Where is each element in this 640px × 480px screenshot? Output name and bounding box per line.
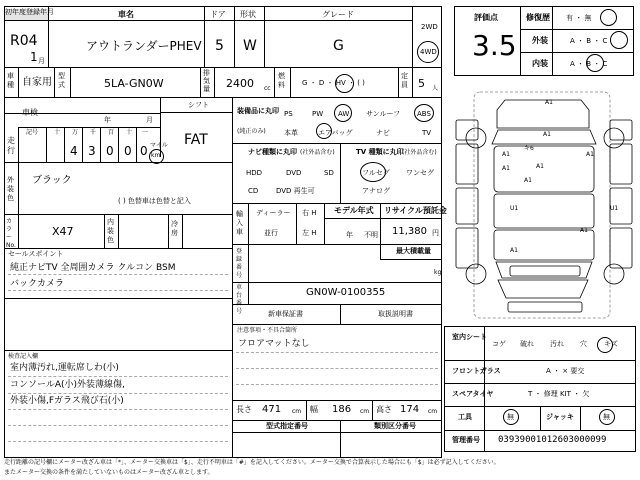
repair-label: 修復歴 <box>526 13 550 22</box>
color-no-label: カラーNo. <box>6 218 16 249</box>
col-divider <box>380 244 381 259</box>
notes-value: フロアマットなし <box>238 339 310 349</box>
row-divider <box>4 20 412 21</box>
reg-year-label: 初年度登録年月 <box>5 9 48 20</box>
row-divider <box>232 432 442 433</box>
row-divider <box>232 244 442 245</box>
equip-ps: PS <box>284 110 293 118</box>
inspector-label: 検査記入欄 <box>8 353 39 360</box>
row-divider <box>232 203 442 204</box>
width-unit: cm <box>360 408 370 415</box>
damage-mark: A1 <box>580 227 588 234</box>
vin-label: 車台番号 <box>236 284 243 315</box>
tv-analog: アナログ <box>362 187 390 195</box>
recycle-label: リサイクル預託金 <box>384 206 447 215</box>
drive-4wd: 4WD <box>420 48 437 56</box>
col-divider <box>552 6 553 76</box>
damage-mark: U1 <box>510 205 519 212</box>
mileage-digit-label: 一 <box>142 129 149 136</box>
fuel-label: 燃料 <box>278 72 285 89</box>
col-divider <box>118 127 119 162</box>
row-divider <box>4 298 232 299</box>
exterior-c-circle <box>610 31 628 49</box>
mile-unit: マイル <box>150 142 168 149</box>
category-value: 自家用 <box>22 77 52 88</box>
sales-points-line2: バックカメラ <box>10 279 65 289</box>
inspection-label: 車検 <box>22 108 38 117</box>
col-divider <box>168 214 169 248</box>
right-h-label: 右 H <box>302 209 317 217</box>
equip-aw: AW <box>338 110 350 118</box>
damage-mark: A1 <box>545 99 553 106</box>
fuel-options: G ・ D ・ HV ・ ( ) <box>302 79 365 87</box>
nav-sd: SD <box>324 169 334 177</box>
manual-label: 取扱説明書 <box>378 310 413 318</box>
col-divider <box>18 67 19 97</box>
mileage-digit: 0 <box>124 144 132 158</box>
col-divider <box>520 6 521 76</box>
col-divider <box>412 67 413 97</box>
col-divider <box>18 214 19 248</box>
col-divider <box>82 127 83 162</box>
row-divider <box>444 360 636 361</box>
row-divider <box>520 29 634 30</box>
col-divider <box>274 67 275 97</box>
jack-value: 無 <box>603 413 610 421</box>
displacement-unit: cc <box>264 85 271 92</box>
col-divider <box>306 400 307 420</box>
model-year-label: モデル年式 <box>334 206 374 215</box>
col-divider <box>18 127 19 162</box>
glass-label: フロントガラス <box>452 367 501 375</box>
width-value: 186 <box>332 404 352 415</box>
recycle-unit: 円 <box>432 229 439 237</box>
reg-year-value: R04 <box>10 33 38 49</box>
damage-mark: A1 <box>524 177 532 184</box>
row-divider <box>4 248 232 249</box>
damage-mark: A1 <box>502 165 510 172</box>
col-divider <box>182 214 183 248</box>
height-value: 174 <box>400 404 420 415</box>
vin-value: GN0W-0100355 <box>306 287 386 298</box>
col-divider <box>70 67 71 97</box>
shift-value: FAT <box>184 132 208 148</box>
inspector-line3: 外装小傷,Fガラス飛び石(小) <box>10 396 124 406</box>
door-value: 5 <box>215 38 224 54</box>
col-divider <box>54 67 55 97</box>
col-divider <box>46 127 47 162</box>
col-divider <box>214 67 215 97</box>
nav-cd: CD <box>248 187 259 195</box>
row-divider <box>232 400 442 401</box>
length-label: 長さ <box>236 405 252 414</box>
seat-hole-circle <box>597 337 613 353</box>
max-load-unit: kg <box>434 269 442 276</box>
ruled-line <box>8 441 228 442</box>
model-year-unit: 年 <box>346 231 353 239</box>
capacity-unit: 人 <box>432 85 439 92</box>
col-divider <box>398 67 399 97</box>
color-no-value: X47 <box>52 225 74 238</box>
col-divider <box>324 203 325 244</box>
left-h-label: 左 H <box>302 229 317 237</box>
exterior-options: A ・ B ・ C <box>570 37 608 45</box>
col-divider <box>100 127 101 162</box>
repair-options: 有 ・ 無 <box>566 14 592 22</box>
equipment-title: 装備品に丸印 <box>237 107 279 115</box>
col-divider <box>484 326 485 452</box>
mileage-digit-label: 十 <box>126 129 133 136</box>
ruled-line <box>8 393 228 394</box>
model-value: 5LA-GN0W <box>104 77 164 90</box>
shape-label: 形状 <box>240 10 256 19</box>
color-label: 外装色 <box>7 176 14 202</box>
inspector-line1: 室内薄汚れ,運転席しわ(小) <box>10 363 119 373</box>
sales-points-label: セールスポイント <box>8 250 64 258</box>
mgmt-value: 03939001012603000099 <box>498 435 607 445</box>
row-divider <box>232 304 442 305</box>
mileage-digit-label: 十 <box>54 129 61 136</box>
row-divider <box>4 162 232 163</box>
ruled-line <box>236 368 438 369</box>
equip-pw: PW <box>312 110 324 118</box>
equipment-subtitle: (純正のみ) <box>237 128 266 135</box>
sales-points-line1: 純正ナビTV 全周囲カメラ クルコン BSM <box>10 263 176 273</box>
drive-2wd: 2WD <box>421 23 438 31</box>
exterior-label: 外装 <box>532 36 548 45</box>
col-divider <box>372 400 373 420</box>
nav-dvd-play: DVD 再生可 <box>276 187 315 195</box>
width-label: 幅 <box>310 405 318 414</box>
nav-sub: (社外品含む) <box>300 149 335 156</box>
interior-label: 内装 <box>532 59 548 68</box>
mileage-digit-label: 百 <box>108 129 115 136</box>
fuel-hv-circle <box>335 74 354 93</box>
row-divider <box>232 143 442 144</box>
damage-mark: U1 <box>610 205 619 212</box>
mileage-digit-label: 記号 <box>26 129 39 136</box>
grade-value: G <box>333 38 344 54</box>
tv-title: TV 種類に丸印 <box>356 148 404 156</box>
jack-label: ジャッキ <box>546 413 574 421</box>
color-value: ブラック <box>32 175 72 186</box>
tv-oneseg: ワンセグ <box>406 169 434 177</box>
footer-line2: またメーター交換の条件を満たしていないものはメーター改ざん車とします。 <box>4 469 214 476</box>
nav-dvd: DVD <box>286 169 302 177</box>
col-divider <box>264 6 265 67</box>
repair-none-circle <box>600 9 617 26</box>
row-divider <box>18 127 160 128</box>
interior-color-label: 内装色 <box>107 218 114 244</box>
damage-mark: A1 <box>586 151 594 158</box>
car-name-value: アウトランダーPHEV <box>86 39 202 53</box>
col-divider <box>200 67 201 97</box>
equip-navi: ナビ <box>376 129 390 137</box>
height-label: 高さ <box>376 405 392 414</box>
mileage-label: 走行 <box>7 136 15 155</box>
row-divider <box>444 430 636 431</box>
aircon-label: 冷房 <box>171 220 178 237</box>
row-divider <box>4 350 232 351</box>
col-divider <box>118 214 119 248</box>
col-divider <box>248 203 249 244</box>
shift-label: シフト <box>188 101 209 109</box>
ruled-line <box>8 409 228 410</box>
parallel-label: 並行 <box>264 229 278 237</box>
color-note: ( ) 色替車は色替と記入 <box>118 197 191 205</box>
seat-label-1: 室内シート <box>452 333 487 341</box>
row-divider <box>160 112 232 113</box>
interior-b-circle <box>586 54 604 72</box>
mileage-digit-label: 万 <box>72 129 79 136</box>
reg-no-label: 登録番号 <box>236 248 243 279</box>
model-label: 型式 <box>58 72 65 89</box>
col-divider <box>340 304 341 324</box>
seat-item: コゲ <box>492 340 506 348</box>
row-divider <box>232 324 442 325</box>
col-divider <box>18 162 19 214</box>
notes-label: 注意事項・不具合箇所 <box>237 327 298 334</box>
row-divider <box>324 218 442 219</box>
grade-label: グレード <box>322 10 354 19</box>
reg-month-unit: 月 <box>38 57 45 65</box>
damage-mark: キ6 <box>524 145 534 152</box>
seat-item: 穴 <box>580 340 587 348</box>
mileage-digit: 4 <box>70 144 78 158</box>
ruled-line <box>8 376 228 377</box>
col-divider <box>64 127 65 162</box>
door-label: ドア <box>210 10 226 19</box>
seat-item: 汚れ <box>550 340 564 348</box>
row-divider <box>4 97 442 98</box>
col-divider <box>290 67 291 97</box>
spare-label: スペアタイヤ <box>452 390 494 398</box>
type-number-label: 型式指定番号 <box>266 422 308 430</box>
col-divider <box>296 203 297 244</box>
col-divider <box>204 6 205 67</box>
inspector-line2: コンソールA(小)外装薄線傷, <box>10 380 125 390</box>
mileage-digit: 3 <box>88 144 96 158</box>
equip-sunroof: サンルーフ <box>366 110 401 118</box>
tv-sub: (社外品含む) <box>402 149 437 156</box>
col-divider <box>380 203 381 244</box>
mileage-digit-label: 千 <box>90 129 97 136</box>
new-car-warranty: 新車保証書 <box>268 310 303 318</box>
tools-label: 工具 <box>458 413 472 421</box>
length-value: 471 <box>262 404 282 415</box>
tv-fullseg: フルセグ <box>362 169 390 177</box>
col-divider <box>136 127 137 162</box>
interior-options: A ・ B ・ C <box>570 60 608 68</box>
damage-mark: A1 <box>536 163 544 170</box>
ruled-line <box>236 384 438 385</box>
dealer-label: ディーラー <box>256 209 291 217</box>
seat-item: キズ <box>604 340 618 348</box>
model-year-unknown: 不明 <box>364 231 378 239</box>
score-label: 評価点 <box>474 13 498 22</box>
mgmt-label: 管理番号 <box>452 436 480 444</box>
ruled-line <box>8 290 228 291</box>
ruled-line <box>8 425 228 426</box>
km-unit: km <box>151 152 161 159</box>
shape-value: W <box>243 38 257 54</box>
score-value: 3.5 <box>472 29 517 62</box>
footer-line1: 走行距離の記号欄にメーター改ざん車は「*」、メーター交換車は「$」、走行不明車は「#」を記入してください。メーター交換で合算表示した場合にも「$」は必ず記入してください。 <box>4 459 500 466</box>
glass-options: A ・ × 要交 <box>546 367 585 375</box>
displacement-label: 排気量 <box>203 69 210 93</box>
equip-tv: TV <box>422 129 432 137</box>
col-divider <box>248 244 249 282</box>
capacity-label: 定員 <box>401 72 408 89</box>
col-divider <box>412 6 413 67</box>
reg-month-value: 1 <box>30 50 38 64</box>
col-divider <box>580 406 581 430</box>
row-divider <box>380 259 442 260</box>
displacement-value: 2400 <box>226 77 254 90</box>
row-divider <box>232 420 442 421</box>
equip-leather: 本革 <box>284 129 298 137</box>
height-unit: cm <box>428 408 438 415</box>
category-label: 車種 <box>7 72 14 89</box>
recycle-value: 11,380 <box>392 226 427 237</box>
row-divider <box>232 282 442 283</box>
nav-title: ナビ種類に丸印 <box>248 148 297 156</box>
ruled-line <box>8 274 228 275</box>
car-name-label: 車名 <box>118 10 134 19</box>
car-damage-diagram <box>450 90 640 320</box>
col-divider <box>232 97 233 458</box>
seat-item: 破れ <box>520 340 534 348</box>
col-divider <box>248 282 249 304</box>
inspection-month-unit: 月 <box>146 116 153 124</box>
max-load-label: 最大積載量 <box>396 247 431 255</box>
spare-options: T ・ 修理 KIT ・ ⽋ <box>528 390 590 398</box>
row-divider <box>444 383 636 384</box>
import-label: 輸入車 <box>236 210 243 236</box>
col-divider <box>540 406 541 430</box>
col-divider <box>234 6 235 67</box>
ruled-line <box>236 352 438 353</box>
capacity-value: 5 <box>418 77 425 90</box>
damage-mark: A1 <box>502 151 510 158</box>
equip-airbag: エアバッグ <box>318 129 353 137</box>
length-unit: cm <box>292 408 302 415</box>
nav-hdd: HDD <box>246 169 263 177</box>
damage-mark: A1 <box>510 247 518 254</box>
mileage-digit: 0 <box>140 144 148 158</box>
col-divider <box>340 143 341 203</box>
inspection-year-unit: 年 <box>104 116 111 124</box>
tools-value: 無 <box>507 413 514 421</box>
damage-mark: A1 <box>543 131 551 138</box>
col-divider <box>104 214 105 248</box>
row-divider <box>520 52 634 53</box>
mileage-digit: 0 <box>106 144 114 158</box>
equip-abs: ABS <box>417 110 431 118</box>
category-number-label: 類別区分番号 <box>374 422 416 430</box>
col-divider <box>340 420 341 458</box>
